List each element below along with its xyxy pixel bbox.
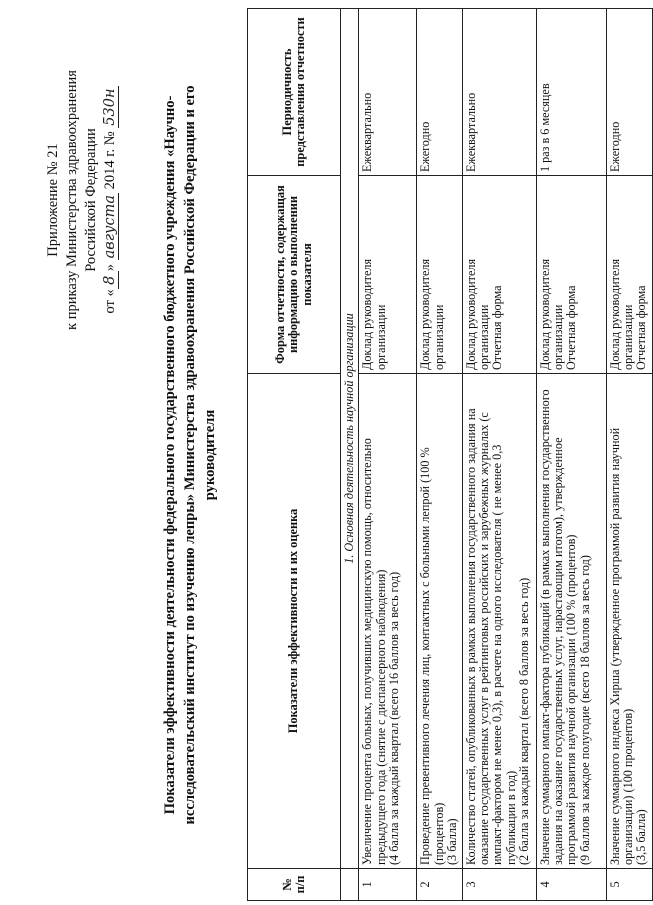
table-row [359,9,417,901]
row-number: 1 [359,869,417,901]
indicator-line: (процентов) [431,802,446,865]
header-form: Форма отчетности, содержащая информацию о выполнении показателя [248,176,341,374]
indicator-line: Проведение превентивного лечения лиц, контактных с больными лепрой (100 % [418,447,433,865]
indicator-line: задания на оказание государственных услуг, нарастающим итогом), утвержденное [551,437,566,865]
indicator-line: Значение суммарного индекса Хирша (утвержденное программой развития научной [607,427,622,865]
document-title [160,15,220,895]
form-line: Отчетная форма [564,285,579,370]
indicator-line: импакт-фактором не менее 0,3), в расчете на одного исследователя ( не менее 0,3 [490,444,505,865]
order-reference: к приказу Министерства здравоохранения [64,70,80,330]
form-line: организации [373,304,388,370]
order-date-line [101,35,120,365]
indicator-line: оказание государственных услуг в рейтинговых российских и зарубежных журналах (с [477,412,492,865]
appendix-header [44,35,120,365]
period-cell: Ежегодно [606,9,652,176]
handwritten-order-number: 530н [102,88,118,126]
form-line: организации [551,304,566,370]
form-line: организации [621,304,636,370]
indicator-line: организации) (100 процентов) [621,708,636,865]
indicator-line: программой развития научной организации (100 % (процентов) [564,534,579,865]
indicator-line: Значение суммарного импакт-фактора публикаций (в рамках выполнения государственного [537,389,552,865]
period-cell: Ежеквартально [359,9,417,176]
date-prefix: от « [102,289,118,314]
row-number: 2 [417,869,462,901]
table-row [606,9,652,901]
section-title: 1. Основная деятельность научной организации [341,9,359,869]
indicator-line: (2 балла за каждый квартал (всего 8 баллов за весь год) [517,577,532,865]
form-line: Отчетная форма [490,285,505,370]
indicators-table [247,8,653,901]
form-line: организации [477,304,492,370]
indicator-cell [417,374,462,869]
date-separator: » [102,263,118,272]
section-num-cell [341,869,359,901]
indicator-line: Увеличение процента больных, получивших медицинскую помощь, относительно [360,438,375,865]
date-year: 2014 г. № [102,131,118,190]
indicator-cell [462,374,536,869]
form-cell [606,176,652,374]
indicator-line: предыдущего года (снятие с диспансерного наблюдения) [373,569,388,865]
title-line-3: руководителя [202,409,218,501]
table-header-row [248,9,341,901]
form-line: Доклад руководителя [463,258,478,370]
indicator-line: (3 балла) [445,818,460,865]
header-num: № п/п [248,869,341,901]
period-cell: 1 раз в 6 месяцев [536,9,606,176]
indicator-line: публикации в год) [503,770,518,865]
indicator-cell [606,374,652,869]
indicator-line: (3,5 балла) [634,809,649,865]
federation-name: Российской Федерации [83,128,99,272]
row-number: 4 [536,869,606,901]
indicator-line: Количество статей, опубликованных в рамках выполнения государственного задания на [463,408,478,865]
row-number: 5 [606,869,652,901]
header-indicator: Показатели эффективности и их оценка [248,374,341,869]
header-period: Периодичность представления отчетности [248,9,341,176]
period-cell: Ежегодно [417,9,462,176]
form-cell [462,176,536,374]
form-cell [359,176,417,374]
indicator-cell [536,374,606,869]
table-row [462,9,536,901]
form-cell [417,176,462,374]
handwritten-month: августа [102,195,118,259]
row-number: 3 [462,869,536,901]
form-line: организации [431,304,446,370]
form-line: Доклад руководителя [537,258,552,370]
form-cell [536,176,606,374]
form-line: Доклад руководителя [360,258,375,370]
indicator-line: (4 балла за каждый квартал (всего 16 баллов за весь год) [387,571,402,865]
period-cell: Ежеквартально [462,9,536,176]
indicator-cell [359,374,417,869]
form-line: Доклад руководителя [418,258,433,370]
form-line: Отчетная форма [634,285,649,370]
appendix-number: Приложение № 21 [45,143,61,257]
title-line-1: Показатели эффективности деятельности федерального государственного бюджетного учреждения «Научно- [162,95,178,815]
title-line-2: исследовательский институт по изучению лепры» Министерства здравоохранения Российской Федерации и его [182,85,198,825]
section-row [341,9,359,901]
form-line: Доклад руководителя [607,258,622,370]
table-row [417,9,462,901]
indicator-line: (9 баллов за каждое полугодие (всего 18 баллов за весь год) [577,555,592,865]
handwritten-day: 8 [102,271,119,289]
table-row [536,9,606,901]
